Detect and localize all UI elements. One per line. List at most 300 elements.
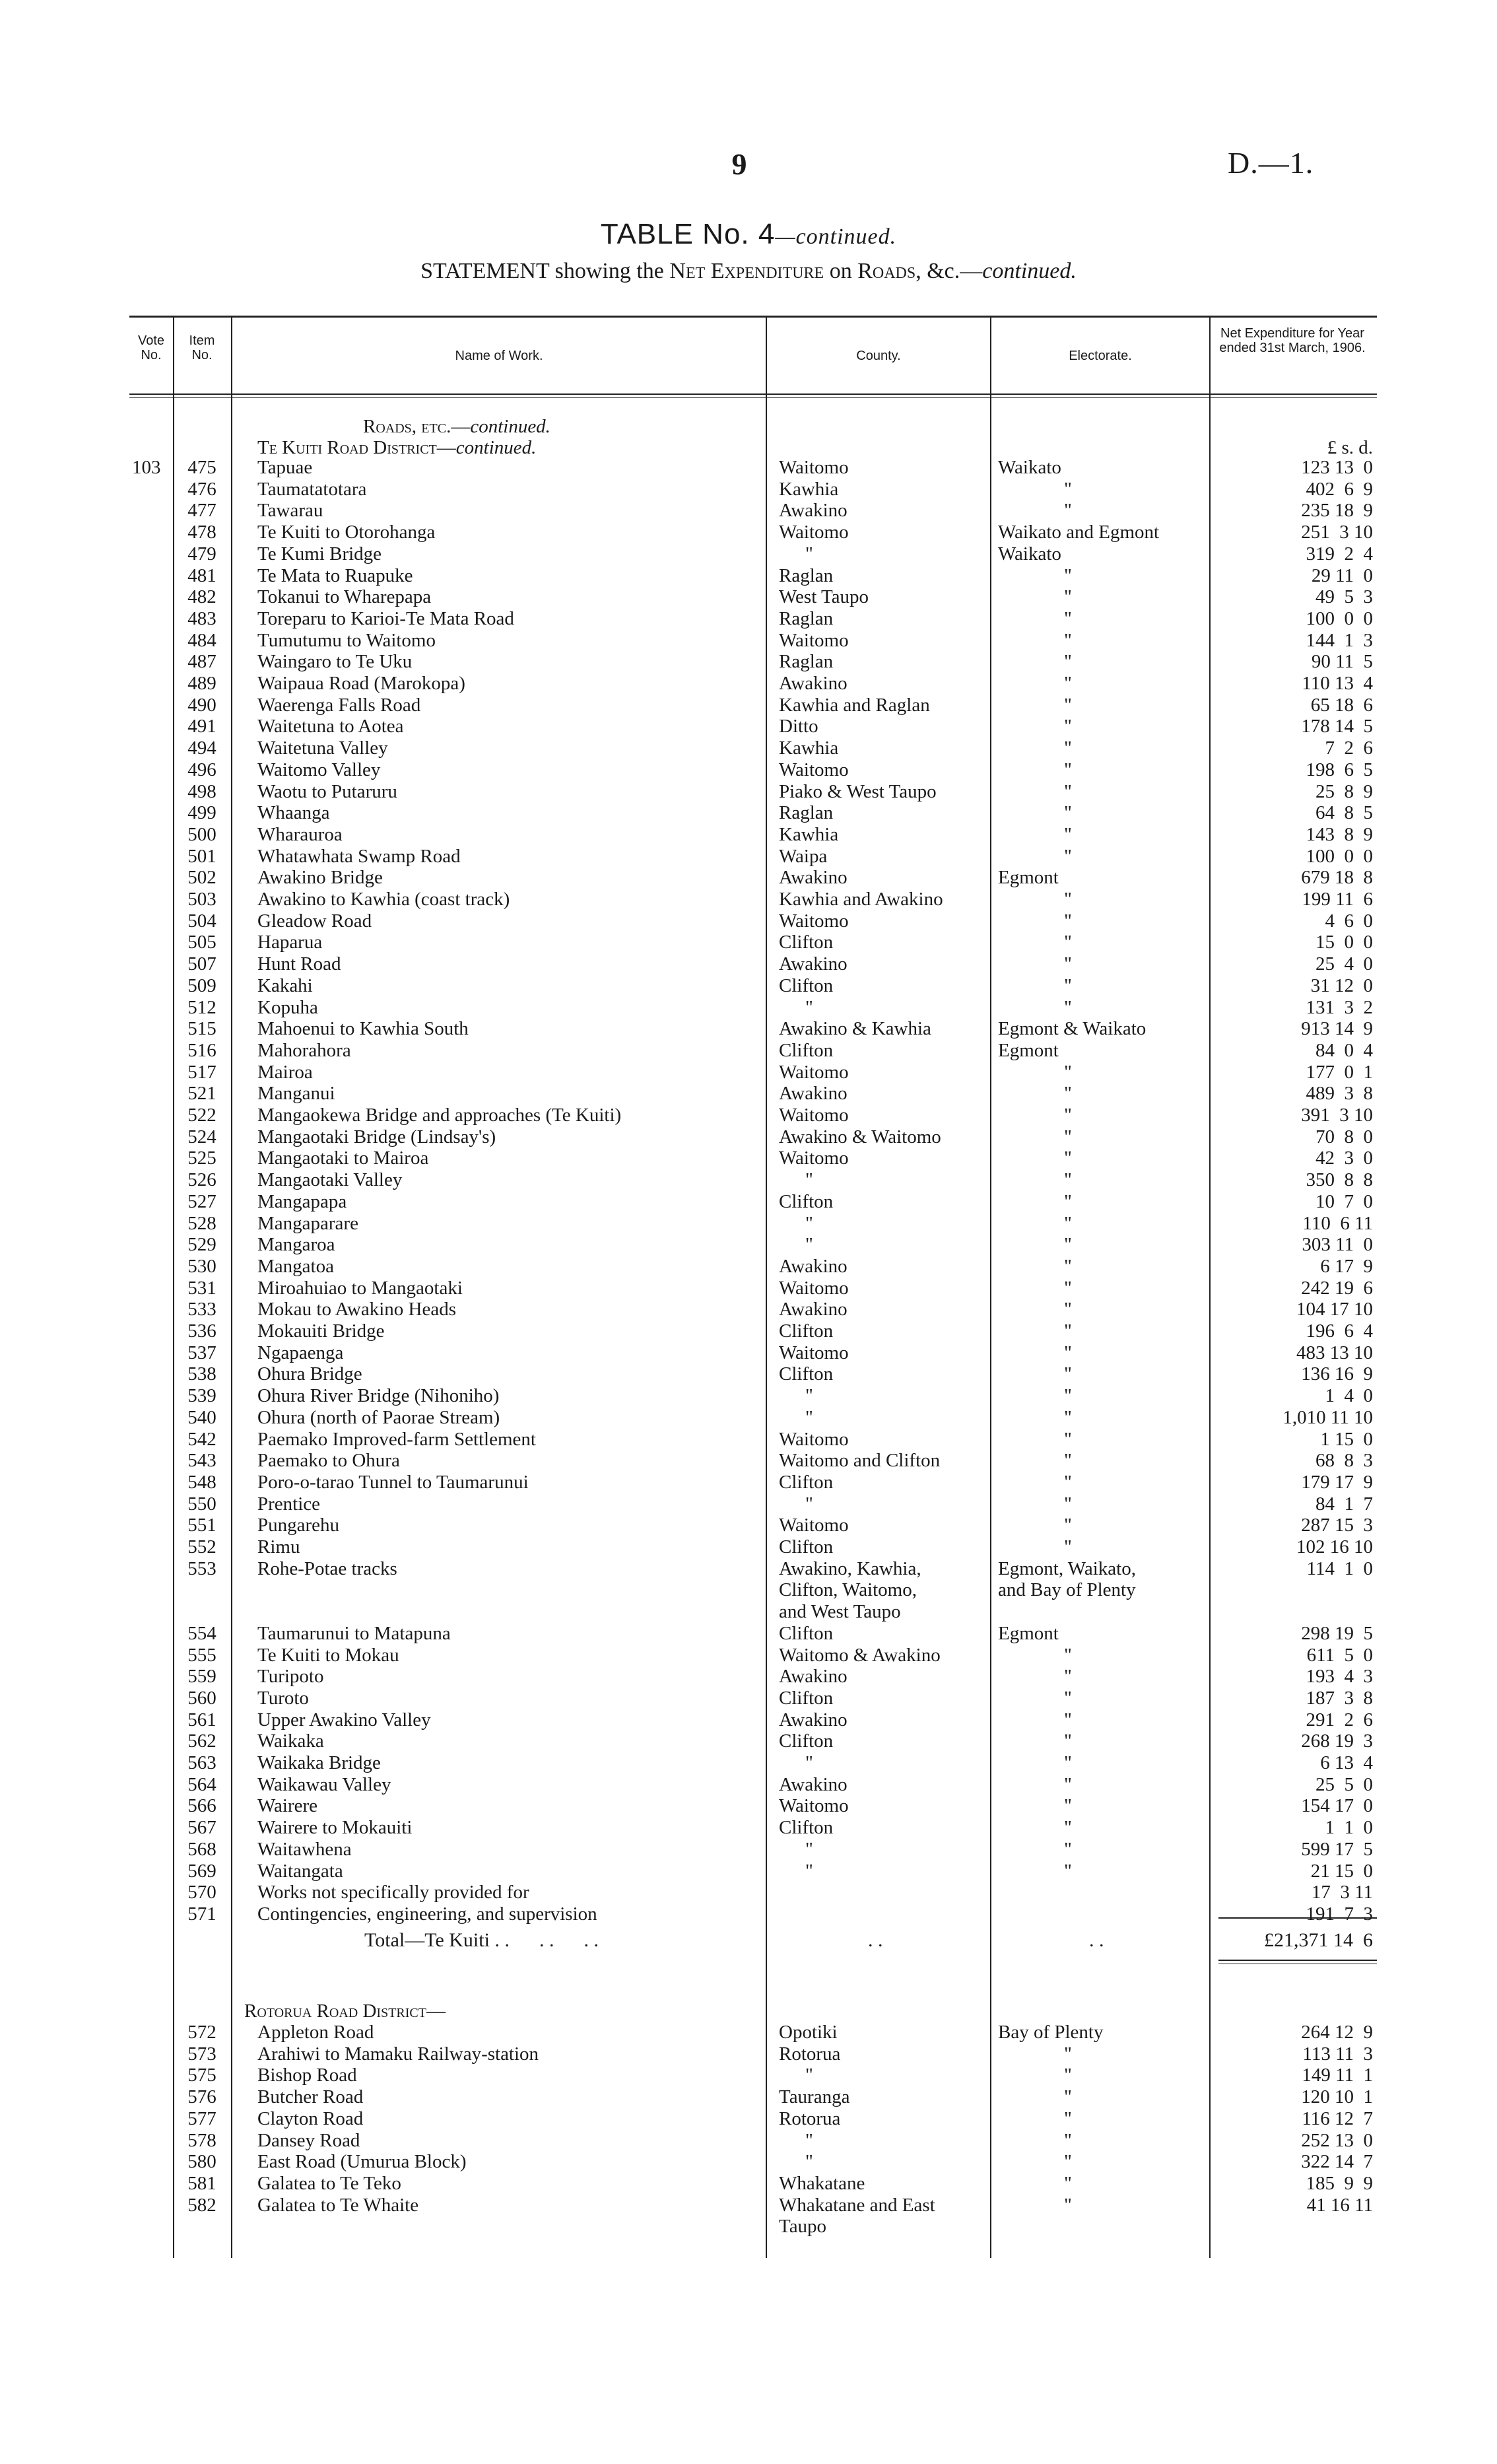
cell-name: Ngapaenga xyxy=(257,1342,344,1363)
cell-item: 507 xyxy=(187,953,216,975)
cell-amount: 196 6 4 xyxy=(1306,1320,1373,1342)
cell-electorate: " xyxy=(1064,1644,1072,1666)
header-item-no: Item No. xyxy=(189,333,215,362)
cell-amount: 41 16 11 xyxy=(1306,2194,1373,2216)
cell-amount: 611 5 0 xyxy=(1306,1644,1373,1666)
table-title-continued: —continued. xyxy=(775,224,897,249)
cell-county: " xyxy=(805,543,813,565)
cell-item: 524 xyxy=(187,1126,216,1147)
currency-header: £ s. d. xyxy=(1327,437,1373,458)
cell-amount: 198 6 5 xyxy=(1306,759,1373,780)
cell-item: 537 xyxy=(187,1342,216,1363)
cell-electorate: " xyxy=(1064,1406,1072,1428)
cell-item: 530 xyxy=(187,1255,216,1277)
cell-name: Arahiwi to Mamaku Railway-station xyxy=(257,2043,539,2065)
cell-electorate: Bay of Plenty xyxy=(998,2022,1104,2043)
cell-name: Pungarehu xyxy=(257,1515,340,1536)
cell-name: Mokauiti Bridge xyxy=(257,1320,385,1342)
cell-amount: 149 11 1 xyxy=(1302,2065,1373,2086)
cell-amount: 100 0 0 xyxy=(1306,845,1373,867)
cell-electorate: " xyxy=(1064,1234,1072,1256)
cell-electorate: " xyxy=(1064,932,1072,953)
cell-item: 561 xyxy=(187,1709,216,1730)
cell-electorate: " xyxy=(1064,1730,1072,1752)
cell-amount: 136 16 9 xyxy=(1301,1363,1373,1385)
cell-name: Mangaotaki to Mairoa xyxy=(257,1147,429,1169)
cell-amount: 143 8 9 xyxy=(1306,823,1373,845)
cell-name: Appleton Road xyxy=(257,2022,374,2043)
section-heading-rotorua-text: Rotorua Road District— xyxy=(244,2001,446,2022)
cell-county: Rotorua xyxy=(779,2043,841,2065)
cell-item: 570 xyxy=(187,1882,216,1903)
cell-county: Kawhia and Raglan xyxy=(779,694,930,716)
cell-amount: 113 11 3 xyxy=(1302,2043,1373,2065)
cell-item: 529 xyxy=(187,1234,216,1256)
cell-county: Waitomo xyxy=(779,1342,849,1363)
cell-amount: 187 3 8 xyxy=(1306,1687,1373,1709)
cell-electorate: " xyxy=(1064,1342,1072,1363)
cell-amount: 483 13 10 xyxy=(1296,1342,1373,1363)
cell-electorate: " xyxy=(1064,1320,1072,1342)
table-title-main: TABLE No. 4 xyxy=(600,218,776,250)
cell-electorate: " xyxy=(1064,1471,1072,1493)
cell-item: 517 xyxy=(187,1061,216,1083)
subtitle-on: on xyxy=(824,259,858,283)
subtitle-net-expenditure: Net Expenditure xyxy=(669,259,824,283)
cell-electorate: " xyxy=(1064,910,1072,932)
cell-county: Waitomo xyxy=(779,759,849,780)
cell-item: 531 xyxy=(187,1277,216,1299)
subtitle-roads: Roads xyxy=(857,259,916,283)
cell-name: Mangaokewa Bridge and approaches (Te Kuiti) xyxy=(257,1105,622,1126)
cell-item: 528 xyxy=(187,1212,216,1234)
total-bottom-rule xyxy=(1218,1960,1377,1961)
cell-item: 509 xyxy=(187,975,216,996)
cell-item: 539 xyxy=(187,1385,216,1407)
cell-county: Waitomo xyxy=(779,1428,849,1450)
cell-electorate: Egmont xyxy=(998,1622,1059,1644)
cell-item: 502 xyxy=(187,867,216,889)
cell-name: Waitawhena xyxy=(257,1838,352,1860)
section-heading-te-kuiti-cont: continued. xyxy=(455,437,537,458)
cell-name: Kopuha xyxy=(257,996,318,1018)
cell-county: Awakino, Kawhia, xyxy=(779,1557,921,1579)
cell-name: Whatawhata Swamp Road xyxy=(257,845,461,867)
cell-county: Waitomo xyxy=(779,457,849,478)
cell-county: Rotorua xyxy=(779,2107,841,2129)
cell-electorate: " xyxy=(1064,1255,1072,1277)
cell-electorate: " xyxy=(1064,975,1072,996)
cell-electorate: and Bay of Plenty xyxy=(998,1579,1136,1601)
cell-amount: 913 14 9 xyxy=(1301,1018,1373,1040)
cell-electorate: " xyxy=(1064,478,1072,500)
header-electorate: Electorate. xyxy=(1069,349,1132,363)
cell-amount: 110 13 4 xyxy=(1302,673,1373,694)
cell-electorate: " xyxy=(1064,1126,1072,1147)
statement-subtitle xyxy=(0,259,1497,284)
cell-county: Raglan xyxy=(779,802,834,824)
cell-name: Poro-o-tarao Tunnel to Taumarunui xyxy=(257,1471,529,1493)
cell-item: 553 xyxy=(187,1557,216,1579)
cell-item: 550 xyxy=(187,1493,216,1515)
cell-county: Waitomo xyxy=(779,1795,849,1817)
cell-name: Tapuae xyxy=(257,457,313,478)
cell-name: Turipoto xyxy=(257,1666,324,1688)
cell-amount: 235 18 9 xyxy=(1301,500,1373,522)
cell-amount: 100 0 0 xyxy=(1306,607,1373,629)
cell-item: 582 xyxy=(187,2194,216,2216)
cell-county: Clifton xyxy=(779,1039,834,1061)
cell-item: 525 xyxy=(187,1147,216,1169)
cell-county: Taupo xyxy=(779,2216,827,2238)
cell-item: 487 xyxy=(187,651,216,673)
cell-amount: 350 8 8 xyxy=(1306,1169,1373,1191)
cell-name: Dansey Road xyxy=(257,2129,360,2151)
cell-amount: 287 15 3 xyxy=(1301,1515,1373,1536)
cell-county: " xyxy=(805,1860,813,1882)
cell-name: Mahoenui to Kawhia South xyxy=(257,1018,469,1040)
cell-amount: 1 4 0 xyxy=(1325,1385,1373,1407)
cell-amount: 1,010 11 10 xyxy=(1282,1406,1373,1428)
cell-name: Hunt Road xyxy=(257,953,341,975)
cell-electorate: " xyxy=(1064,1363,1072,1385)
table-title xyxy=(0,218,1497,251)
cell-amount: 191 7 3 xyxy=(1306,1903,1373,1925)
section-heading-roads-text: Roads, etc.— xyxy=(363,416,471,437)
cell-name: Galatea to Te Whaite xyxy=(257,2194,419,2216)
cell-amount: 65 18 6 xyxy=(1310,694,1373,716)
cell-county: Clifton xyxy=(779,1622,834,1644)
cell-name: Galatea to Te Teko xyxy=(257,2172,401,2194)
cell-electorate: " xyxy=(1064,651,1072,673)
cell-county: Waitomo xyxy=(779,1061,849,1083)
cell-item: 526 xyxy=(187,1169,216,1191)
cell-amount: 154 17 0 xyxy=(1301,1795,1373,1817)
cell-electorate: " xyxy=(1064,694,1072,716)
cell-item: 521 xyxy=(187,1083,216,1105)
cell-electorate: " xyxy=(1064,2043,1072,2065)
cell-amount: 178 14 5 xyxy=(1301,716,1373,737)
cell-item: 564 xyxy=(187,1773,216,1795)
cell-name: Taumarunui to Matapuna xyxy=(257,1622,451,1644)
cell-item: 562 xyxy=(187,1730,216,1752)
cell-electorate: " xyxy=(1064,1536,1072,1557)
cell-electorate: " xyxy=(1064,802,1072,824)
cell-item: 580 xyxy=(187,2151,216,2173)
cell-amount: 10 7 0 xyxy=(1315,1190,1373,1212)
cell-county: Clifton xyxy=(779,1817,834,1839)
cell-name: Waikaka Bridge xyxy=(257,1752,381,1773)
cell-amount: 599 17 5 xyxy=(1301,1838,1373,1860)
cell-amount: 21 15 0 xyxy=(1310,1860,1373,1882)
cell-electorate: " xyxy=(1064,716,1072,737)
cell-name: Tawarau xyxy=(257,500,323,522)
cell-county: Clifton xyxy=(779,1363,834,1385)
cell-electorate: " xyxy=(1064,953,1072,975)
cell-county: and West Taupo xyxy=(779,1601,901,1623)
header-bottom-rule-2 xyxy=(129,397,1377,398)
cell-name: Clayton Road xyxy=(257,2107,364,2129)
cell-amount: 15 0 0 xyxy=(1315,932,1373,953)
cell-county: Clifton xyxy=(779,1536,834,1557)
cell-name: Wharauroa xyxy=(257,823,343,845)
cell-name: Turoto xyxy=(257,1687,309,1709)
cell-county: " xyxy=(805,1212,813,1234)
cell-name: Haparua xyxy=(257,932,323,953)
cell-electorate: " xyxy=(1064,737,1072,759)
cell-name: Taumatatotara xyxy=(257,478,367,500)
cell-name: Waingaro to Te Uku xyxy=(257,651,413,673)
cell-amount: 114 1 0 xyxy=(1306,1557,1373,1579)
section-heading-roads xyxy=(363,416,550,438)
page-number: 9 xyxy=(731,147,747,181)
cell-amount: 25 4 0 xyxy=(1315,953,1373,975)
cell-amount: 102 16 10 xyxy=(1296,1536,1373,1557)
cell-electorate: " xyxy=(1064,2151,1072,2173)
cell-amount: 17 3 11 xyxy=(1311,1882,1373,1903)
cell-amount: 489 3 8 xyxy=(1306,1083,1373,1105)
cell-electorate: " xyxy=(1064,565,1072,586)
cell-item: 538 xyxy=(187,1363,216,1385)
cell-amount: 7 2 6 xyxy=(1325,737,1373,759)
cell-county: Kawhia and Awakino xyxy=(779,889,943,910)
cell-name: Waitetuna Valley xyxy=(257,737,388,759)
cell-electorate: " xyxy=(1064,586,1072,608)
cell-amount: 29 11 0 xyxy=(1311,565,1373,586)
cell-amount: 303 11 0 xyxy=(1302,1234,1373,1256)
cell-county: Whakatane xyxy=(779,2172,865,2194)
cell-electorate: " xyxy=(1064,1299,1072,1320)
cell-item: 543 xyxy=(187,1450,216,1472)
cell-electorate: " xyxy=(1064,1860,1072,1882)
cell-item: 504 xyxy=(187,910,216,932)
cell-item: 490 xyxy=(187,694,216,716)
header-vote-no: Vote No. xyxy=(137,333,165,362)
cell-amount: 251 3 10 xyxy=(1301,522,1373,543)
cell-name: Waitomo Valley xyxy=(257,759,381,780)
cell-county: Tauranga xyxy=(779,2086,850,2108)
table-top-rule xyxy=(129,316,1377,318)
total-te-kuiti-amount: £21,371 14 6 xyxy=(1264,1929,1373,1951)
cell-item: 551 xyxy=(187,1515,216,1536)
cell-name: Wairere to Mokauiti xyxy=(257,1817,413,1839)
cell-amount: 322 14 7 xyxy=(1301,2151,1373,2173)
cell-item: 477 xyxy=(187,500,216,522)
total-te-kuiti-text: Total—Te Kuiti xyxy=(364,1929,490,1951)
cell-item: 569 xyxy=(187,1860,216,1882)
cell-county: " xyxy=(805,2151,813,2173)
cell-electorate: " xyxy=(1064,2194,1072,2216)
cell-item: 554 xyxy=(187,1622,216,1644)
cell-item: 515 xyxy=(187,1018,216,1040)
cell-electorate: " xyxy=(1064,1061,1072,1083)
cell-name: Bishop Road xyxy=(257,2065,357,2086)
cell-electorate: " xyxy=(1064,500,1072,522)
cell-electorate: " xyxy=(1064,1838,1072,1860)
cell-name: Toreparu to Karioi-Te Mata Road xyxy=(257,607,514,629)
cell-electorate: " xyxy=(1064,845,1072,867)
cell-item: 522 xyxy=(187,1105,216,1126)
cell-item: 542 xyxy=(187,1428,216,1450)
cell-county: Waitomo xyxy=(779,1515,849,1536)
cell-county: Kawhia xyxy=(779,823,839,845)
cell-amount: 319 2 4 xyxy=(1306,543,1373,565)
cell-electorate: " xyxy=(1064,996,1072,1018)
cell-name: Rimu xyxy=(257,1536,300,1557)
cell-electorate: " xyxy=(1064,1752,1072,1773)
cell-electorate: Waikato xyxy=(998,457,1061,478)
cell-county: Waitomo and Clifton xyxy=(779,1450,941,1472)
cell-county: Waitomo & Awakino xyxy=(779,1644,941,1666)
cell-name: Waitangata xyxy=(257,1860,343,1882)
cell-amount: 298 19 5 xyxy=(1301,1622,1373,1644)
cell-item: 489 xyxy=(187,673,216,694)
cell-amount: 25 8 9 xyxy=(1315,780,1373,802)
cell-name: Upper Awakino Valley xyxy=(257,1709,431,1730)
cell-county: Awakino xyxy=(779,673,848,694)
cell-name: Rohe-Potae tracks xyxy=(257,1557,397,1579)
cell-amount: 177 0 1 xyxy=(1306,1061,1373,1083)
cell-name: Paemako Improved-farm Settlement xyxy=(257,1428,536,1450)
cell-amount: 42 3 0 xyxy=(1315,1147,1373,1169)
section-heading-roads-cont: continued. xyxy=(470,416,550,437)
cell-amount: 199 11 6 xyxy=(1302,889,1373,910)
cell-amount: 64 8 5 xyxy=(1315,802,1373,824)
cell-county: Awakino xyxy=(779,1666,848,1688)
cell-item: 479 xyxy=(187,543,216,565)
cell-amount: 25 5 0 xyxy=(1315,1773,1373,1795)
cell-name: Ohura (north of Paorae Stream) xyxy=(257,1406,500,1428)
cell-county: Awakino xyxy=(779,953,848,975)
cell-name: Mangatoa xyxy=(257,1255,334,1277)
cell-electorate: " xyxy=(1064,780,1072,802)
cell-electorate: " xyxy=(1064,1277,1072,1299)
cell-name: Waipaua Road (Marokopa) xyxy=(257,673,465,694)
cell-county: Awakino xyxy=(779,1255,848,1277)
cell-name: Manganui xyxy=(257,1083,335,1105)
cell-item: 482 xyxy=(187,586,216,608)
cell-item: 540 xyxy=(187,1406,216,1428)
subtitle-continued: continued. xyxy=(982,259,1077,283)
cell-name: Waikaka xyxy=(257,1730,324,1752)
cell-item: 552 xyxy=(187,1536,216,1557)
cell-amount: 84 1 7 xyxy=(1315,1493,1373,1515)
subtitle-suffix: , &c.— xyxy=(915,259,983,283)
cell-amount: 131 3 2 xyxy=(1306,996,1373,1018)
cell-county: " xyxy=(805,1385,813,1407)
cell-name: Prentice xyxy=(257,1493,321,1515)
cell-electorate: Waikato and Egmont xyxy=(998,522,1160,543)
cell-electorate: Egmont, Waikato, xyxy=(998,1557,1136,1579)
cell-name: Waitetuna to Aotea xyxy=(257,716,404,737)
cell-name: Contingencies, engineering, and supervision xyxy=(257,1903,597,1925)
cell-electorate: " xyxy=(1064,607,1072,629)
cell-electorate: " xyxy=(1064,1105,1072,1126)
cell-item: 575 xyxy=(187,2065,216,2086)
total-county-dots: . . xyxy=(868,1929,883,1951)
cell-county: Raglan xyxy=(779,607,834,629)
cell-name: East Road (Umurua Block) xyxy=(257,2151,467,2173)
cell-item: 548 xyxy=(187,1471,216,1493)
cell-county: Clifton xyxy=(779,975,834,996)
cell-county: West Taupo xyxy=(779,586,869,608)
cell-amount: 123 13 0 xyxy=(1301,457,1373,478)
cell-item: 568 xyxy=(187,1838,216,1860)
cell-county: " xyxy=(805,1234,813,1256)
cell-name: Miroahuiao to Mangaotaki xyxy=(257,1277,463,1299)
cell-county: Kawhia xyxy=(779,478,839,500)
cell-amount: 268 19 3 xyxy=(1301,1730,1373,1752)
cell-county: Waipa xyxy=(779,845,828,867)
col-divider-name xyxy=(766,316,767,2258)
cell-amount: 6 17 9 xyxy=(1320,1255,1373,1277)
cell-name: Waerenga Falls Road xyxy=(257,694,421,716)
cell-county: " xyxy=(805,2129,813,2151)
cell-county: Clifton xyxy=(779,932,834,953)
cell-electorate: " xyxy=(1064,1795,1072,1817)
cell-name: Te Mata to Ruapuke xyxy=(257,565,413,586)
cell-county: Whakatane and East xyxy=(779,2194,935,2216)
cell-amount: 68 8 3 xyxy=(1315,1450,1373,1472)
cell-electorate: " xyxy=(1064,1450,1072,1472)
cell-electorate: " xyxy=(1064,1515,1072,1536)
header-bottom-rule xyxy=(129,394,1377,395)
cell-item: 577 xyxy=(187,2107,216,2129)
cell-item: 498 xyxy=(187,780,216,802)
cell-name: Butcher Road xyxy=(257,2086,364,2108)
cell-item: 475 xyxy=(187,457,216,478)
cell-item: 533 xyxy=(187,1299,216,1320)
cell-electorate: " xyxy=(1064,1428,1072,1450)
cell-county: Piako & West Taupo xyxy=(779,780,937,802)
cell-name: Mangaotaki Valley xyxy=(257,1169,403,1191)
cell-county: " xyxy=(805,1838,813,1860)
col-divider-electorate xyxy=(1209,316,1211,2258)
cell-name: Whaanga xyxy=(257,802,330,824)
cell-item: 571 xyxy=(187,1903,216,1925)
cell-electorate: " xyxy=(1064,1709,1072,1730)
cell-amount: 179 17 9 xyxy=(1301,1471,1373,1493)
cell-amount: 402 6 9 xyxy=(1306,478,1373,500)
cell-item: 483 xyxy=(187,607,216,629)
cell-name: Ohura River Bridge (Nihoniho) xyxy=(257,1385,500,1407)
section-heading-rotorua xyxy=(244,2001,446,2022)
cell-county: Waitomo xyxy=(779,629,849,651)
cell-name: Te Kuiti to Otorohanga xyxy=(257,522,436,543)
cell-amount: 264 12 9 xyxy=(1301,2022,1373,2043)
cell-electorate: " xyxy=(1064,629,1072,651)
total-te-kuiti-label: Total—Te Kuiti . . . . . . xyxy=(364,1929,599,1951)
vote-number: 103 xyxy=(132,457,161,478)
cell-county: Kawhia xyxy=(779,737,839,759)
cell-item: 501 xyxy=(187,845,216,867)
cell-name: Tumutumu to Waitomo xyxy=(257,629,436,651)
section-heading-te-kuiti xyxy=(257,437,536,459)
cell-item: 505 xyxy=(187,932,216,953)
cell-amount: 252 13 0 xyxy=(1301,2129,1373,2151)
cell-county: Awakino & Waitomo xyxy=(779,1126,941,1147)
cell-amount: 193 4 3 xyxy=(1306,1666,1373,1688)
cell-name: Wairere xyxy=(257,1795,318,1817)
cell-amount: 84 0 4 xyxy=(1315,1039,1373,1061)
cell-electorate: " xyxy=(1064,1212,1072,1234)
cell-amount: 1 15 0 xyxy=(1320,1428,1373,1450)
col-divider-item xyxy=(231,316,232,2258)
cell-county: " xyxy=(805,1493,813,1515)
cell-amount: 31 12 0 xyxy=(1310,975,1373,996)
cell-amount: 4 6 0 xyxy=(1325,910,1373,932)
cell-item: 491 xyxy=(187,716,216,737)
